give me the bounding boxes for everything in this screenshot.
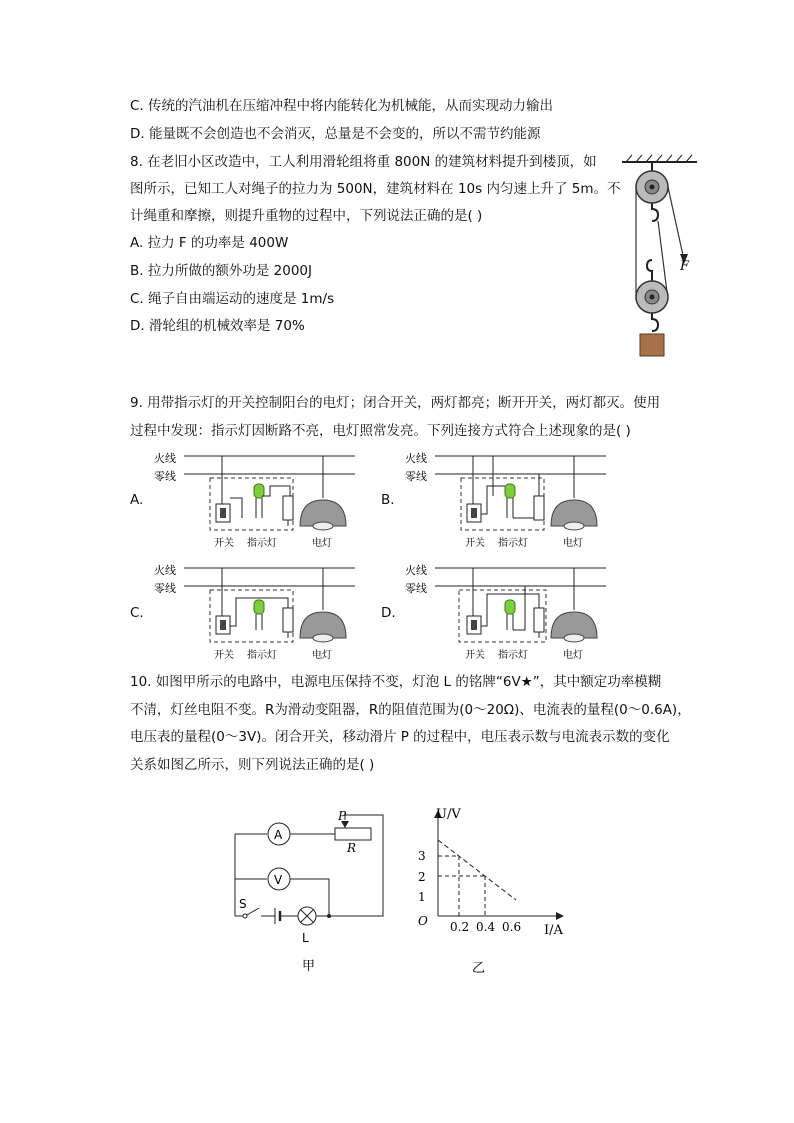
circuit-jia xyxy=(225,808,395,978)
figure-yi-caption: 乙 xyxy=(472,961,486,976)
q8-stem-line3: 计绳重和摩擦，则提升重物的过程中，下列说法正确的是( ) xyxy=(130,208,483,224)
ytick-1: 1 xyxy=(418,890,426,904)
q9-option-c-label: C. xyxy=(130,605,144,621)
indicator-label: 指示灯 xyxy=(498,650,528,661)
indicator-label: 指示灯 xyxy=(247,538,277,549)
live-wire-label: 火线 xyxy=(154,564,176,577)
q9-stem-line2: 过程中发现：指示灯因断路不亮，电灯照常发亮。下列连接方式符合上述现象的是( ) xyxy=(130,423,631,439)
y-ticks xyxy=(418,849,426,904)
q7-option-c: C. 传统的汽油机在压缩冲程中将内能转化为机械能，从而实现动力输出 xyxy=(130,98,554,114)
indicator-label: 指示灯 xyxy=(498,538,528,549)
voltmeter-label: V xyxy=(274,873,283,887)
circuit-option-b xyxy=(401,448,611,553)
figure-jia-caption: 甲 xyxy=(302,959,316,974)
q9-stem-line1: 9. 用带指示灯的开关控制阳台的电灯；闭合开关，两灯都亮；断开开关，两灯都灭。使用 xyxy=(130,395,661,411)
xtick-06: 0.6 xyxy=(502,920,522,934)
q7-option-d: D. 能量既不会创造也不会消灭，总量是不会变的，所以不需节约能源 xyxy=(130,126,541,142)
x-ticks xyxy=(450,920,521,934)
q8-option-a: A. 拉力 F 的功率是 400W xyxy=(130,235,289,251)
slider-label: P xyxy=(338,809,347,823)
indicator-led-icon xyxy=(505,484,515,518)
q8-stem-line1: 8. 在老旧小区改造中，工人利用滑轮组将重 800N 的建筑材料提升到楼顶，如 xyxy=(130,154,597,170)
q10-stem-line3: 电压表的量程(0～3V)。闭合开关，移动滑片 P 的过程中，电压表示数与电流表示数的变化 xyxy=(130,729,670,745)
pulley-figure xyxy=(612,152,702,362)
q10-stem-line2: 不清，灯丝电阻不变。R为滑动变阻器，R的阻值范围为(0～20Ω)、电流表的量程(0～0.6A)， xyxy=(130,702,691,718)
graph-xlabel: I/A xyxy=(544,923,563,938)
lamp-label: 电灯 xyxy=(312,650,332,661)
lamp-label: 电灯 xyxy=(563,538,583,549)
q10-stem-line4: 关系如图乙所示，则下列说法正确的是( ) xyxy=(130,757,375,773)
circuit-option-a xyxy=(150,448,360,553)
graph-line xyxy=(438,840,516,900)
neutral-wire-label: 零线 xyxy=(405,470,427,483)
indicator-label: 指示灯 xyxy=(247,650,277,661)
switch-label: 开关 xyxy=(214,650,234,661)
neutral-wire-label: 零线 xyxy=(154,470,176,483)
indicator-led-icon xyxy=(505,600,515,630)
q9-option-d-label: D. xyxy=(381,605,396,621)
q10-stem-line1: 10. 如图甲所示的电路中，电源电压保持不变，灯泡 L 的铭牌“6V★”，其中额定功率模糊 xyxy=(130,674,662,690)
circuit-option-c xyxy=(150,560,360,665)
live-wire-label: 火线 xyxy=(405,452,427,465)
lamp-label: L xyxy=(302,931,309,945)
xtick-04: 0.4 xyxy=(476,920,496,934)
graph-ylabel: U/V xyxy=(436,807,461,822)
q8-option-d: D. 滑轮组的机械效率是 70% xyxy=(130,318,305,334)
indicator-led-icon xyxy=(254,600,264,630)
q8-option-b: B. 拉力所做的额外功是 2000J xyxy=(130,263,312,279)
graph-origin: O xyxy=(418,914,428,928)
q8-stem-line2: 图所示，已知工人对绳子的拉力为 500N，建筑材料在 10s 内匀速上升了 5m。不 xyxy=(130,181,621,197)
switch-label: 开关 xyxy=(465,650,485,661)
q9-option-b-label: B. xyxy=(381,492,395,508)
ytick-3: 3 xyxy=(418,849,426,863)
lamp-label: 电灯 xyxy=(563,650,583,661)
indicator-led-icon xyxy=(254,484,264,518)
q8-option-c: C. 绳子自由端运动的速度是 1m/s xyxy=(130,291,335,307)
ammeter-label: A xyxy=(274,828,283,842)
switch-label: 开关 xyxy=(214,538,234,549)
force-label: F xyxy=(680,259,690,274)
neutral-wire-label: 零线 xyxy=(154,582,176,595)
ytick-2: 2 xyxy=(418,870,426,884)
live-wire-label: 火线 xyxy=(154,452,176,465)
rheostat-label: R xyxy=(347,841,357,855)
neutral-wire-label: 零线 xyxy=(405,582,427,595)
q9-option-a-label: A. xyxy=(130,492,144,508)
circuit-option-d xyxy=(401,560,611,665)
lamp-label: 电灯 xyxy=(312,538,332,549)
switch-label: 开关 xyxy=(465,538,485,549)
xtick-02: 0.2 xyxy=(450,920,470,934)
graph-yi xyxy=(410,800,580,980)
switch-label: S xyxy=(239,897,247,911)
rheostat-icon xyxy=(335,828,371,840)
live-wire-label: 火线 xyxy=(405,564,427,577)
